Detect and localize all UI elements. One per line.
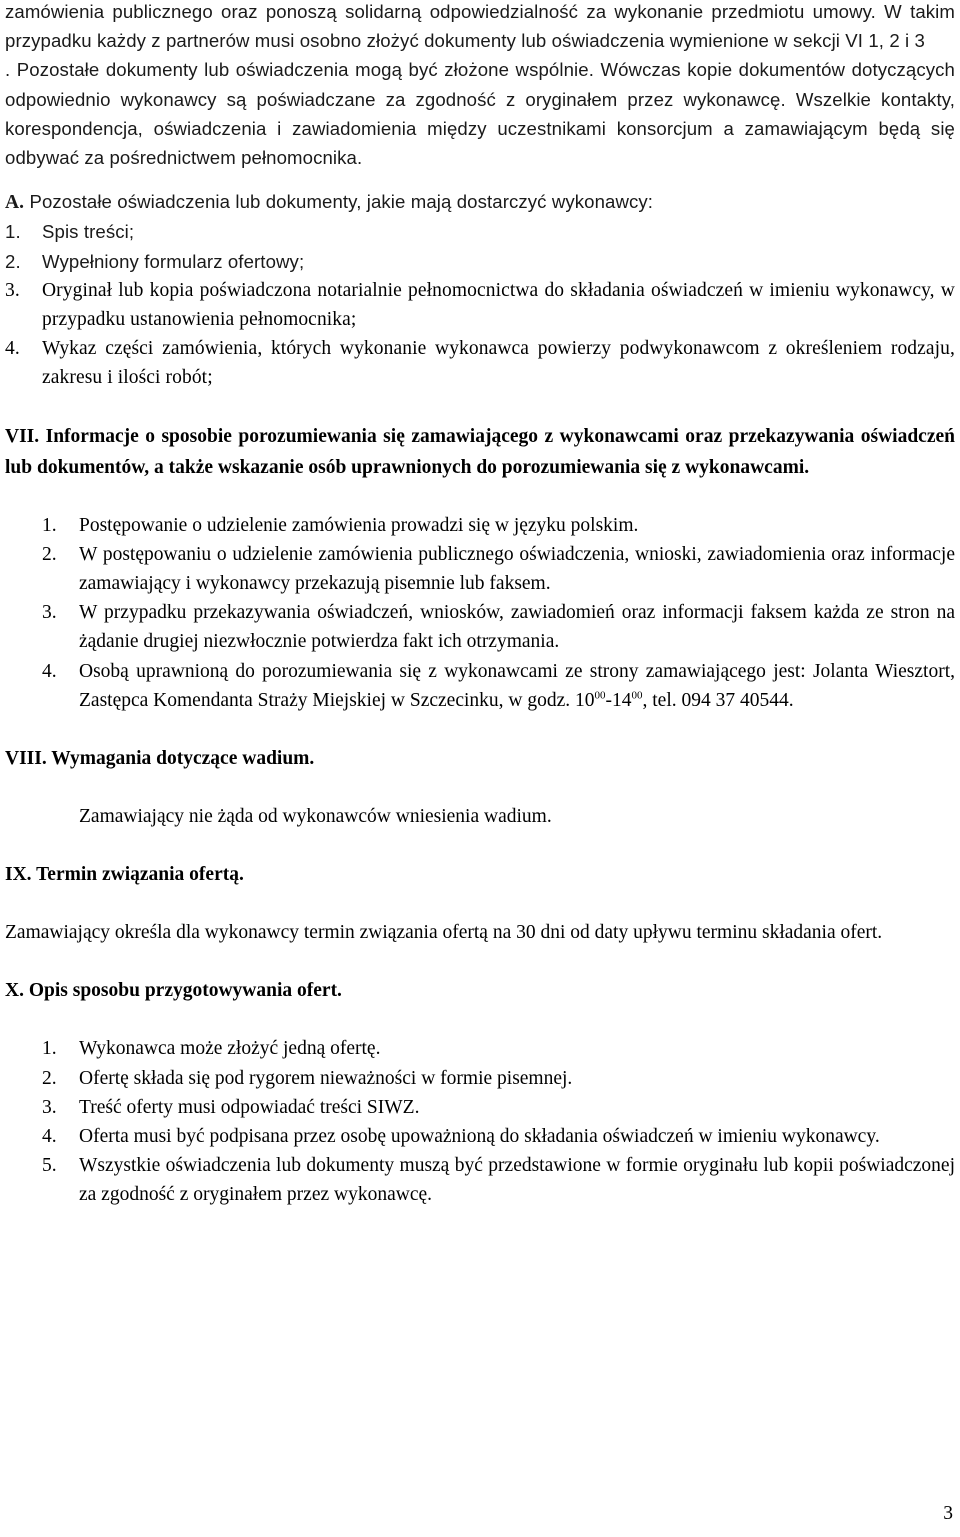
section-viii [5, 743, 955, 831]
list-item-number: 1. [5, 221, 21, 243]
section-viii-text: Zamawiający nie żąda od wykonawców wniesienia wadium. [79, 806, 552, 828]
section-vii [5, 421, 955, 715]
list-item-text: Postępowanie o udzielenie zamówienia prowadzi się w języku polskim. [79, 514, 639, 536]
list-item [5, 1064, 955, 1093]
list-item [5, 217, 955, 246]
section-a-label: A. [5, 192, 25, 214]
section-ix-text: Zamawiający określa dla wykonawcy termin związania ofertą na 30 dni od daty upływu terminu składania ofert. [5, 922, 883, 944]
list-item-text [79, 657, 955, 715]
section-viii-heading: VIII. Wymagania dotyczące wadium. [5, 748, 315, 770]
intro-line-3: Wszelkie kontakty, korespondencja, oświadczenia i zawiadomienia między uczestnikami konsorcjum a zamawiającym będą się odbywać za pośrednictwem pełnomocnika. [5, 88, 955, 169]
list-item-text: Spis treści; [42, 221, 135, 243]
list-item [5, 540, 955, 598]
section-ix [5, 859, 955, 947]
section-x-heading: X. Opis sposobu przygotowywania ofert. [5, 980, 342, 1002]
list-item [5, 657, 955, 715]
list-item-number: 4. [42, 660, 57, 682]
section-a-title [5, 187, 955, 217]
list-item-number: 1. [42, 514, 57, 536]
list-item-text: Wykonawca może złożyć jedną ofertę. [79, 1038, 381, 1060]
list-item-number: 4. [5, 338, 20, 360]
section-a-title-text: Pozostałe oświadczenia lub dokumenty, jakie mają dostarczyć wykonawcy: [24, 191, 654, 213]
page-number: 3 [943, 1503, 953, 1524]
list-item-text: Ofertę składa się pod rygorem nieważności w formie pisemnej. [79, 1067, 573, 1089]
list-item-text: Wszystkie oświadczenia lub dokumenty muszą być przedstawione w formie oryginału lub kopii poświadczonej za zgodność z oryginałem przez wykonawcę. [79, 1155, 955, 1206]
section-x-list [5, 1034, 955, 1209]
list-item-number: 3. [5, 279, 20, 301]
list-item-number: 5. [42, 1155, 57, 1177]
section-x [5, 975, 955, 1209]
section-vii-list [5, 511, 955, 715]
list-item-number: 3. [42, 1096, 57, 1118]
hours-separator: -14 [605, 689, 632, 711]
list-item-text: Oferta musi być podpisana przez osobę upoważnioną do składania oświadczeń w imieniu wykonawcy. [79, 1126, 880, 1148]
list-item-number: 3. [42, 602, 57, 624]
section-ix-heading: IX. Termin związania ofertą. [5, 864, 244, 886]
contact-phone: , tel. 094 37 40544. [642, 689, 794, 711]
list-item [5, 276, 955, 334]
list-item-text: Treść oferty musi odpowiadać treści SIWZ. [79, 1096, 420, 1118]
contact-text: Osobą uprawnioną do porozumiewania się z wykonawcami ze strony zamawiającego jest: Jolanta Wiesztort, Zastępca Komendanta Straży Miejskiej w Szczecinku, w godz. 10 [79, 660, 955, 711]
list-item-text: Wykaz części zamówienia, których wykonanie wykonawca powierzy podwykonawcom z określeniem rodzaju, zakresu i ilości robót; [42, 338, 955, 389]
list-item [5, 1034, 955, 1063]
list-item-text: W przypadku przekazywania oświadczeń, wniosków, zawiadomień oraz informacji faksem każda ze stron na żądanie drugiej niezwłocznie potwierdza fakt ich otrzymania. [79, 602, 955, 653]
section-a-list [5, 217, 955, 392]
intro-line-1: zamówienia publicznego oraz ponoszą solidarną odpowiedzialność za wykonanie przedmiotu umowy. W takim przypadku każdy z partnerów musi osobno złożyć dokumenty lub oświadczenia wymienione w sekcji VI 1, 2 i 3 [5, 1, 955, 52]
hours-superscript-end: 00 [631, 689, 643, 702]
section-vii-heading: VII. Informacje o sposobie porozumiewania się zamawiającego z wykonawcami oraz przekazywania oświadczeń lub dokumentów, a także wskazanie osób uprawnionych do porozumiewania się z wykonawcami. [5, 425, 955, 478]
list-item [5, 1093, 955, 1122]
document-page [5, 0, 955, 1210]
list-item-number: 2. [5, 250, 21, 272]
list-item-text: Wypełniony formularz ofertowy; [42, 250, 305, 272]
intro-paragraph [5, 0, 955, 172]
section-a [5, 187, 955, 392]
list-item-number: 2. [42, 1067, 57, 1089]
list-item-number: 2. [42, 543, 57, 565]
list-item [5, 598, 955, 656]
hours-superscript-start: 00 [594, 689, 606, 702]
list-item [5, 334, 955, 392]
list-item-number: 1. [42, 1038, 57, 1060]
list-item-text: Oryginał lub kopia poświadczona notarialnie pełnomocnictwa do składania oświadczeń w imieniu wykonawcy, w przypadku ustanowienia pełnomocnika; [42, 279, 955, 331]
list-item [5, 1122, 955, 1151]
intro-line-2: . Pozostałe dokumenty lub oświadczenia mogą być złożone wspólnie. Wówczas kopie dokumentów dotyczących odpowiednio wykonawcy są poświadczane za zgodność z oryginałem przez wykonawcę. [5, 59, 955, 110]
list-item [5, 1151, 955, 1209]
list-item [5, 247, 955, 276]
list-item-number: 4. [42, 1126, 57, 1148]
list-item [5, 511, 955, 540]
list-item-text: W postępowaniu o udzielenie zamówienia publicznego oświadczenia, wnioski, zawiadomienia oraz informacje zamawiający i wykonawcy przekazują pisemnie lub faksem. [79, 543, 955, 595]
